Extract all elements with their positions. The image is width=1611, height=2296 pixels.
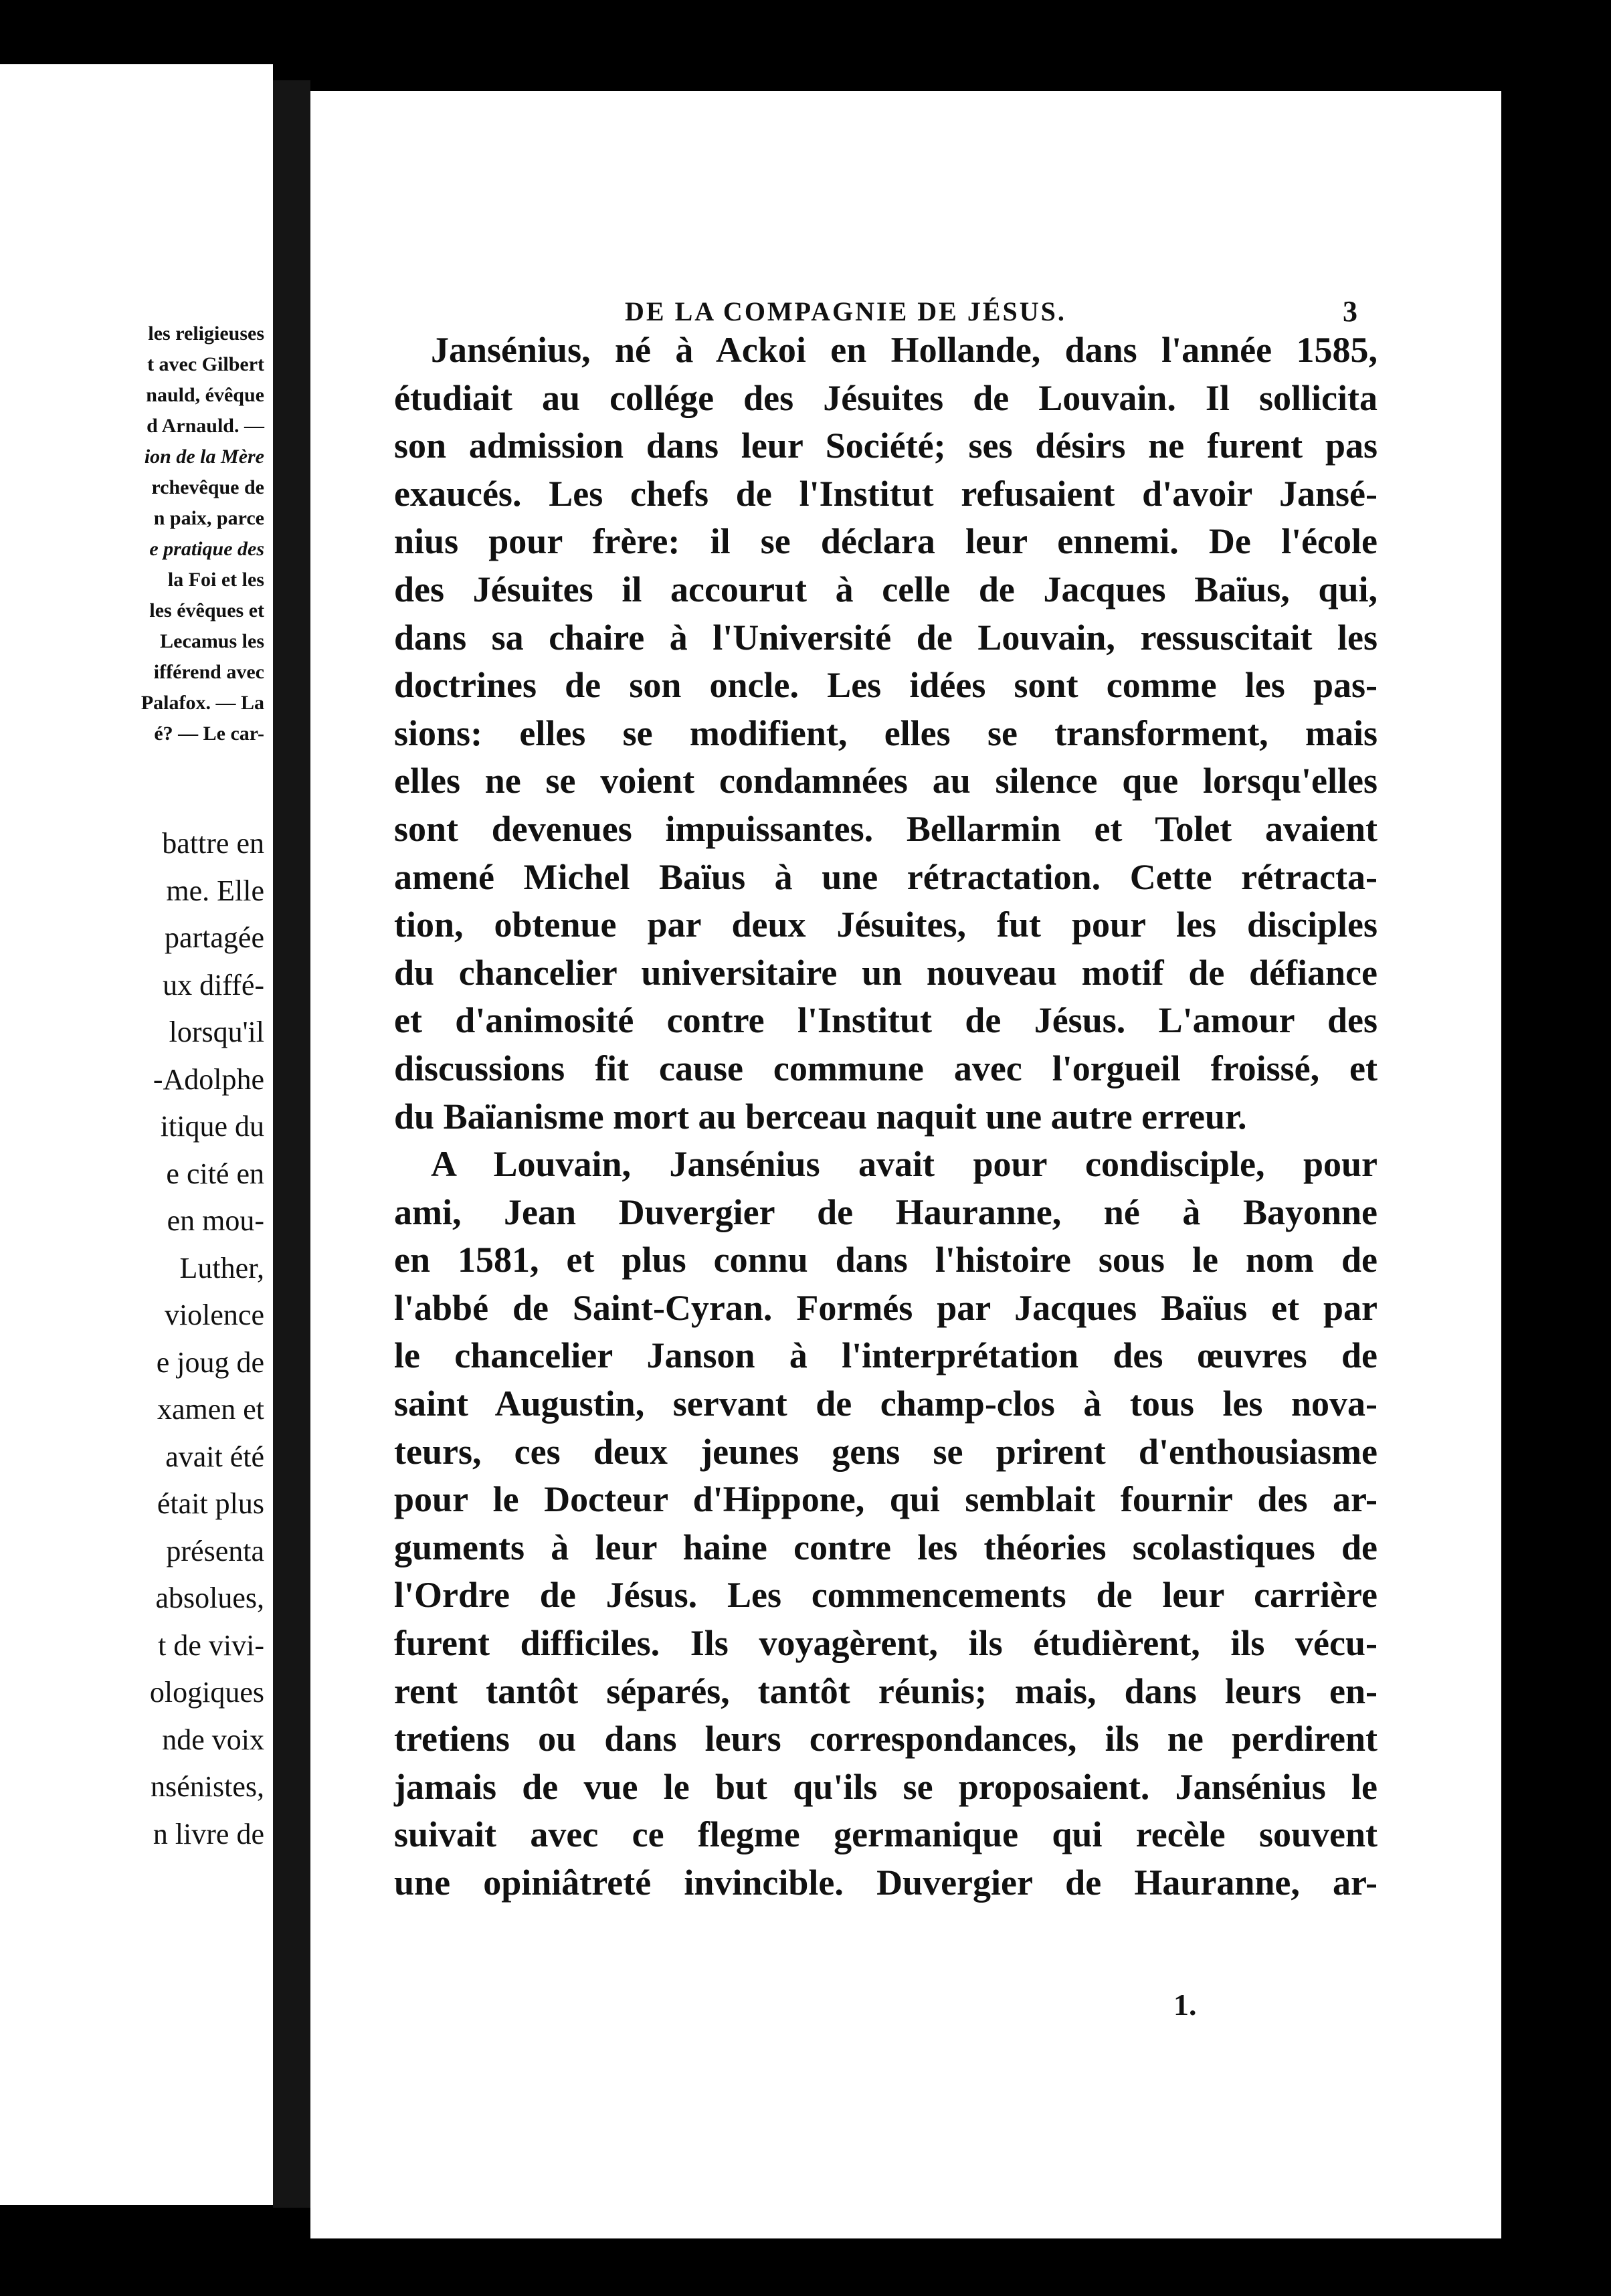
note-line: Lecamus les [160, 630, 264, 652]
note-line: rchevêque de [151, 476, 264, 498]
body-line: itique du [160, 1110, 264, 1143]
text-line: rent tantôt séparés, tantôt réunis; mais, dans leurs en- [394, 1670, 1378, 1711]
body-line: présenta [166, 1534, 264, 1567]
text-line: tion, obtenue par deux Jésuites, fut pour les disciples [394, 904, 1378, 945]
text-line: jamais de vue le but qu'ils se proposaient. Jansénius le [394, 1766, 1378, 1807]
previous-page-body [0, 820, 264, 1858]
text-line: et d'animosité contre l'Institut de Jésus. L'amour des [394, 1000, 1378, 1041]
text-line: le chancelier Janson à l'interprétation des œuvres de [394, 1335, 1378, 1376]
body-line: Luther, [179, 1251, 264, 1284]
text-line: l'Ordre de Jésus. Les commencements de leur carrière [394, 1575, 1378, 1616]
text-line: sont devenues impuissantes. Bellarmin et Tolet avaient [394, 808, 1378, 849]
body-line: était plus [157, 1487, 264, 1520]
text-line: ami, Jean Duvergier de Hauranne, né à Bayonne [394, 1191, 1378, 1232]
note-line: ion de la Mère [144, 446, 264, 468]
text-line: amené Michel Baïus à une rétractation. Cette rétracta- [394, 856, 1378, 897]
body-line: ux diffé- [163, 968, 264, 1001]
body-line: battre en [162, 827, 264, 860]
body-line: en mou- [167, 1204, 264, 1237]
body-line: lorsqu'il [169, 1016, 264, 1048]
note-line: Palafox. — La [140, 692, 264, 714]
text-line: saint Augustin, servant de champ-clos à tous les nova- [394, 1383, 1378, 1424]
note-line: nauld, évêque [146, 384, 264, 406]
body-line: -Adolphe [153, 1062, 264, 1096]
page-number: 3 [1343, 295, 1357, 328]
body-line: t de vivi- [158, 1628, 264, 1662]
text-line: Jansénius, né à Ackoi en Hollande, dans l'année 1585, [431, 330, 1378, 370]
book-page [310, 91, 1501, 2238]
text-line: son admission dans leur Société; ses désirs ne furent pas [394, 425, 1378, 466]
text-line: en 1581, et plus connu dans l'histoire sous le nom de [394, 1240, 1378, 1280]
text-line: sions: elles se modifient, elles se transforment, mais [394, 712, 1378, 753]
body-line: violence [164, 1299, 264, 1331]
body-line: n livre de [153, 1817, 264, 1850]
note-line: é? — Le car- [154, 723, 264, 745]
text-line: pour le Docteur d'Hippone, qui semblait fournir des ar- [394, 1479, 1378, 1520]
text-line: teurs, ces deux jeunes gens se prirent d'enthousiasme [394, 1431, 1378, 1472]
note-line: n paix, parce [153, 507, 264, 529]
note-line: les évêques et [149, 599, 264, 621]
note-line: e pratique des [149, 538, 264, 560]
signature-mark: 1. [1173, 1988, 1197, 2022]
text-line: du Baïanisme mort au berceau naquit une autre erreur. [394, 1096, 1247, 1137]
body-line: nsénistes, [151, 1770, 264, 1803]
running-title: DE LA COMPAGNIE DE JÉSUS. [625, 296, 1066, 326]
body-line: me. Elle [166, 874, 264, 907]
text-line: une opiniâtreté invincible. Duvergier de Hauranne, ar- [394, 1862, 1378, 1903]
book-gutter [273, 80, 310, 2208]
note-line: la Foi et les [167, 569, 264, 591]
text-line: guments à leur haine contre les théories scolastiques de [394, 1527, 1378, 1567]
text-line: dans sa chaire à l'Université de Louvain, ressuscitait les [394, 617, 1378, 658]
body-line: absolues, [155, 1582, 264, 1614]
text-line: nius pour frère: il se déclara leur ennemi. De l'école [394, 521, 1378, 562]
body-line: xamen et [157, 1393, 264, 1426]
text-line: étudiait au collége des Jésuites de Louvain. Il sollicita [394, 377, 1378, 418]
body-line: e joug de [156, 1345, 264, 1379]
note-line: t avec Gilbert [147, 353, 264, 375]
note-line: ifférend avec [153, 661, 264, 683]
text-line: furent difficiles. Ils voyagèrent, ils étudièrent, ils vécu- [394, 1623, 1378, 1664]
body-text [394, 326, 1378, 1907]
text-line: doctrines de son oncle. Les idées sont comme les pas- [394, 665, 1378, 706]
text-line: tretiens ou dans leurs correspondances, ils ne perdirent [394, 1719, 1378, 1759]
note-line: les religieuses [148, 322, 264, 345]
body-line: avait été [165, 1440, 264, 1473]
text-line: discussions fit cause commune avec l'orgueil froissé, et [394, 1048, 1378, 1088]
text-line: suivait avec ce flegme germanique qui recèle souvent [394, 1814, 1378, 1855]
body-line: nde voix [162, 1723, 264, 1756]
previous-page-notes [0, 318, 264, 749]
note-line: d Arnauld. — [147, 415, 264, 437]
text-line: A Louvain, Jansénius avait pour condisciple, pour [431, 1144, 1378, 1185]
text-line: du chancelier universitaire un nouveau motif de défiance [394, 952, 1378, 993]
body-line: ologiques [149, 1676, 264, 1709]
text-line: des Jésuites il accourut à celle de Jacques Baïus, qui, [394, 569, 1378, 609]
text-line: l'abbé de Saint-Cyran. Formés par Jacques Baïus et par [394, 1287, 1378, 1328]
body-line: e cité en [166, 1157, 264, 1190]
previous-page-fragment [0, 64, 273, 2205]
text-line: exaucés. Les chefs de l'Institut refusaient d'avoir Jansé- [394, 473, 1378, 514]
text-line: elles ne se voient condamnées au silence que lorsqu'elles [394, 761, 1378, 801]
body-line: partagée [165, 921, 264, 954]
